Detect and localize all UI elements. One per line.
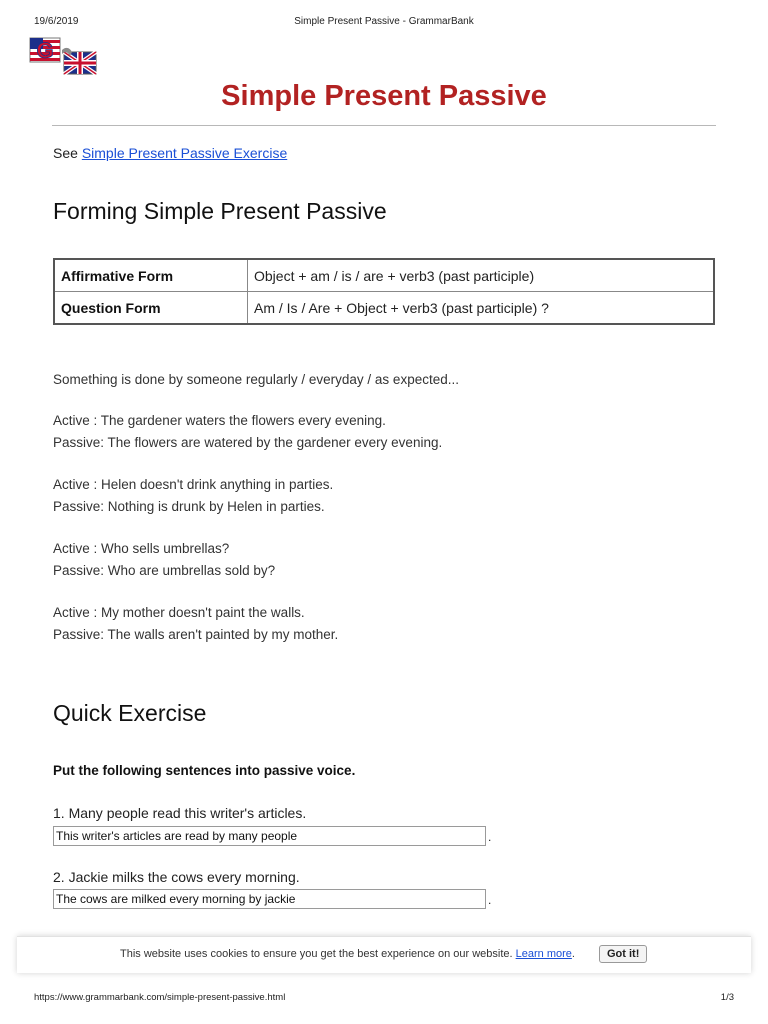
exercise-question: 2. Jackie milks the cows every morning. xyxy=(53,869,300,885)
active-sentence: Active : Helen doesn't drink anything in parties. xyxy=(53,477,334,492)
answer-input[interactable] xyxy=(53,889,486,909)
form-label: Affirmative Form xyxy=(54,259,248,292)
forming-heading: Forming Simple Present Passive xyxy=(53,198,387,224)
active-sentence: Active : My mother doesn't paint the walls. xyxy=(53,605,305,620)
table-row xyxy=(54,292,714,325)
form-table xyxy=(53,258,715,325)
gb-flag-logo-icon[interactable] xyxy=(26,36,100,76)
example-pair xyxy=(53,474,333,517)
print-url: https://www.grammarbank.com/simple-present-passive.html xyxy=(34,992,286,1003)
page-title: Simple Present Passive xyxy=(221,80,547,112)
form-label: Question Form xyxy=(54,292,248,325)
quick-exercise-heading: Quick Exercise xyxy=(53,700,207,726)
see-prefix: See xyxy=(53,145,82,161)
got-it-button[interactable]: Got it! xyxy=(599,945,647,963)
example-pair xyxy=(53,538,275,581)
example-pair xyxy=(53,410,442,453)
answer-period: . xyxy=(488,893,492,907)
cookie-period: . xyxy=(571,948,575,960)
passive-sentence: Passive: The flowers are watered by the gardener every evening. xyxy=(53,434,443,450)
table-row xyxy=(54,259,714,292)
cookie-message: This website uses cookies to ensure you get the best experience on our website. xyxy=(120,948,516,960)
page-number: 1/3 xyxy=(720,992,734,1003)
passive-sentence: Passive: Who are umbrellas sold by? xyxy=(53,562,276,578)
passive-sentence: Passive: The walls aren't painted by my mother. xyxy=(53,626,339,642)
answer-period: . xyxy=(488,830,492,844)
logo-letter: G xyxy=(36,38,54,63)
see-exercise-line xyxy=(53,145,287,161)
cookie-message-line xyxy=(120,948,575,960)
passive-sentence: Passive: Nothing is drunk by Helen in parties. xyxy=(53,498,325,514)
answer-input[interactable] xyxy=(53,826,486,846)
active-sentence: Active : Who sells umbrellas? xyxy=(53,541,230,556)
print-document-title: Simple Present Passive - GrammarBank xyxy=(294,16,474,27)
exercise-link[interactable]: Simple Present Passive Exercise xyxy=(81,145,288,161)
answer-row xyxy=(53,889,493,909)
active-sentence: Active : The gardener waters the flowers every evening. xyxy=(53,413,386,428)
example-pair xyxy=(53,602,338,645)
print-header xyxy=(0,16,768,30)
form-value: Object + am / is / are + verb3 (past participle) xyxy=(248,259,715,292)
answer-row xyxy=(53,826,493,846)
print-footer xyxy=(0,992,768,1006)
logo-graphic xyxy=(26,36,100,76)
form-value: Am / Is / Are + Object + verb3 (past participle) ? xyxy=(248,292,715,325)
cookie-banner xyxy=(17,936,751,973)
print-date: 19/6/2019 xyxy=(34,16,79,27)
exercise-question: 1. Many people read this writer's articles. xyxy=(53,805,307,821)
intro-text: Something is done by someone regularly / everyday / as expected... xyxy=(53,372,459,387)
learn-more-link[interactable]: Learn more xyxy=(515,948,572,960)
title-divider xyxy=(52,125,716,126)
exercise-instruction: Put the following sentences into passive voice. xyxy=(53,763,356,778)
